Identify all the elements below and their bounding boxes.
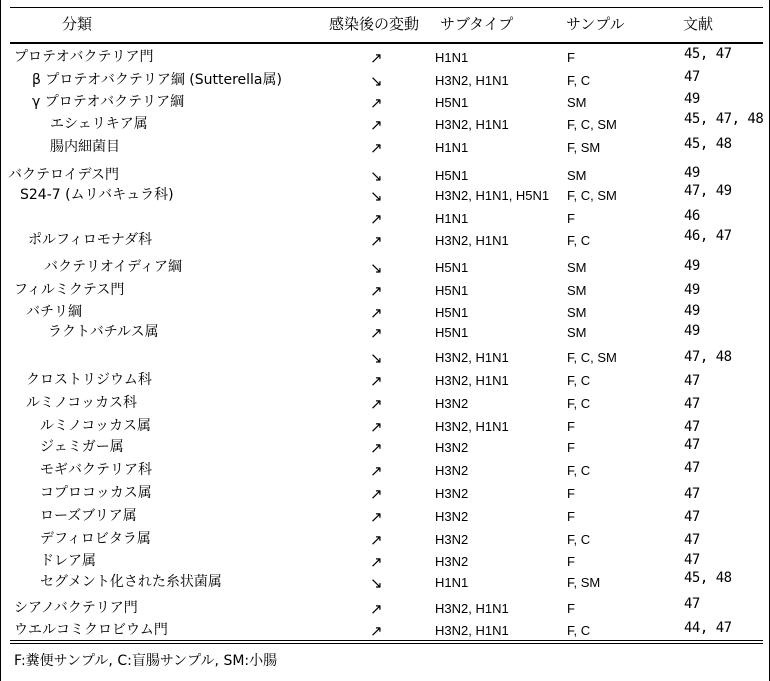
reference-cell: 47 (684, 532, 700, 548)
subtype-cell: H3N2, H1N1 (435, 233, 509, 248)
sample-cell: SM (567, 305, 587, 320)
change-arrow-icon: ↘ (370, 187, 383, 205)
change-arrow-icon: ↗ (370, 462, 383, 480)
subtype-cell: H3N2 (435, 396, 469, 411)
subtype-cell: H5N1 (435, 283, 469, 298)
sample-cell: F (567, 509, 575, 524)
taxon-name: クロストリジウム科 (26, 372, 152, 388)
taxon-name: ルミノコッカス科 (26, 395, 138, 411)
sample-cell: SM (567, 325, 587, 340)
taxon-name: ウエルコミクロビウム門 (14, 622, 168, 638)
change-arrow-icon: ↘ (370, 167, 383, 185)
reference-cell: 49 (684, 282, 700, 298)
sample-cell: F, C (567, 373, 591, 388)
sample-cell: F (567, 50, 575, 65)
taxon-name: プロテオバクテリア門 (14, 49, 154, 65)
sample-cell: F, SM (567, 575, 601, 590)
reference-cell: 49 (684, 165, 700, 181)
change-arrow-icon: ↘ (370, 574, 383, 592)
subtype-cell: H3N2 (435, 463, 469, 478)
sample-cell: F, C, SM (567, 117, 617, 132)
taxon-name: S24-7 (ムリバキュラ科) (20, 187, 174, 203)
bottom-rule-1 (10, 640, 763, 641)
reference-cell: 47 (684, 552, 700, 568)
subtype-cell: H3N2, H1N1 (435, 623, 509, 638)
taxon-name: エシェリキア属 (50, 116, 148, 132)
taxon-name: セグメント化された糸状菌属 (40, 574, 222, 590)
sample-cell: SM (567, 283, 587, 298)
change-arrow-icon: ↘ (370, 259, 383, 277)
reference-cell: 47 (684, 419, 700, 435)
reference-cell: 46, 47 (684, 228, 732, 244)
taxon-name: γ プロテオバクテリア綱 (32, 94, 185, 110)
subtype-cell: H3N2, H1N1, H5N1 (435, 188, 550, 203)
sample-cell: F (567, 486, 575, 501)
reference-cell: 44, 47 (684, 620, 732, 636)
change-arrow-icon: ↗ (370, 531, 383, 549)
sample-cell: SM (567, 95, 587, 110)
header-subtype: サブタイプ (440, 15, 514, 33)
sample-cell: F, C (567, 233, 591, 248)
taxon-name: ドレア属 (40, 553, 96, 569)
subtype-cell: H3N2 (435, 486, 469, 501)
taxon-name: β プロテオバクテリア綱 (Sutterella属) (32, 72, 282, 88)
sample-cell: F (567, 554, 575, 569)
bottom-rule-2 (10, 643, 763, 644)
reference-cell: 45, 47, 48 (684, 111, 764, 127)
subtype-cell: H5N1 (435, 260, 469, 275)
sample-cell: F, SM (567, 140, 601, 155)
reference-cell: 49 (684, 303, 700, 319)
change-arrow-icon: ↗ (370, 418, 383, 436)
change-arrow-icon: ↗ (370, 395, 383, 413)
change-arrow-icon: ↗ (370, 304, 383, 322)
header-rule (10, 42, 763, 44)
subtype-cell: H3N2, H1N1 (435, 373, 509, 388)
taxon-name: ポルフィロモナダ科 (28, 232, 153, 248)
change-arrow-icon: ↗ (370, 94, 383, 112)
reference-cell: 49 (684, 258, 700, 274)
reference-cell: 47 (684, 509, 700, 525)
change-arrow-icon: ↗ (370, 324, 383, 342)
header-reference: 文献 (683, 15, 714, 33)
taxon-name: モギバクテリア科 (40, 462, 152, 478)
subtype-cell: H1N1 (435, 211, 469, 226)
sample-cell: F, C, SM (567, 188, 617, 203)
subtype-cell: H3N2 (435, 532, 469, 547)
subtype-cell: H5N1 (435, 325, 469, 340)
reference-cell: 46 (684, 208, 700, 224)
change-arrow-icon: ↗ (370, 232, 383, 250)
taxon-name: バチリ綱 (26, 304, 82, 320)
reference-cell: 47, 49 (684, 183, 732, 199)
reference-cell: 47 (684, 396, 700, 412)
subtype-cell: H3N2, H1N1 (435, 350, 509, 365)
sample-cell: F, C (567, 73, 591, 88)
taxon-name: コプロコッカス属 (40, 485, 152, 501)
subtype-cell: H3N2 (435, 509, 469, 524)
sample-cell: SM (567, 168, 587, 183)
change-arrow-icon: ↗ (370, 439, 383, 457)
subtype-cell: H3N2, H1N1 (435, 117, 509, 132)
subtype-cell: H5N1 (435, 168, 469, 183)
change-arrow-icon: ↗ (370, 600, 383, 618)
header-sample: サンプル (566, 15, 625, 33)
sample-cell: F, C (567, 623, 591, 638)
reference-cell: 45, 48 (684, 570, 732, 586)
change-arrow-icon: ↗ (370, 49, 383, 67)
sample-cell: F (567, 440, 575, 455)
change-arrow-icon: ↗ (370, 622, 383, 640)
taxon-name: バクテロイデス門 (8, 167, 120, 183)
change-arrow-icon: ↗ (370, 485, 383, 503)
reference-cell: 49 (684, 91, 700, 107)
top-rule (10, 7, 763, 8)
reference-cell: 45, 48 (684, 136, 732, 152)
subtype-cell: H1N1 (435, 140, 469, 155)
taxon-name: 腸内細菌目 (50, 139, 120, 155)
sample-cell: F (567, 601, 575, 616)
header-taxonomy: 分類 (62, 15, 93, 33)
reference-cell: 47 (684, 437, 700, 453)
reference-cell: 49 (684, 323, 700, 339)
reference-cell: 47 (684, 69, 700, 85)
subtype-cell: H1N1 (435, 50, 469, 65)
sample-cell: F, C (567, 396, 591, 411)
reference-cell: 45, 47 (684, 46, 732, 62)
subtype-cell: H5N1 (435, 95, 469, 110)
taxon-name: ラクトバチルス属 (48, 324, 159, 340)
change-arrow-icon: ↘ (370, 349, 383, 367)
reference-cell: 47 (684, 460, 700, 476)
sample-cell: SM (567, 260, 587, 275)
change-arrow-icon: ↗ (370, 210, 383, 228)
sample-cell: F, C (567, 463, 591, 478)
subtype-cell: H3N2 (435, 554, 469, 569)
change-arrow-icon: ↗ (370, 139, 383, 157)
taxon-name: フィルミクテス門 (14, 282, 125, 298)
subtype-cell: H5N1 (435, 305, 469, 320)
reference-cell: 47 (684, 373, 700, 389)
subtype-cell: H3N2 (435, 440, 469, 455)
taxon-name: ルミノコッカス属 (40, 418, 152, 434)
sample-cell: F, C, SM (567, 350, 617, 365)
taxon-name: シアノバクテリア門 (14, 600, 138, 616)
change-arrow-icon: ↘ (370, 72, 383, 90)
left-border (0, 0, 1, 681)
taxon-name: ジェミガー属 (40, 439, 124, 455)
sample-cell: F (567, 419, 575, 434)
sample-cell: F (567, 211, 575, 226)
taxon-name: デフィロビタラ属 (40, 531, 151, 547)
change-arrow-icon: ↗ (370, 372, 383, 390)
sample-cell: F, C (567, 532, 591, 547)
change-arrow-icon: ↗ (370, 116, 383, 134)
footnote: F:糞便サンプル, C:盲腸サンプル, SM:小腸 (14, 653, 278, 669)
taxon-name: バクテリオイディア綱 (44, 259, 183, 275)
reference-cell: 47 (684, 486, 700, 502)
reference-cell: 47, 48 (684, 349, 732, 365)
subtype-cell: H3N2, H1N1 (435, 73, 509, 88)
subtype-cell: H1N1 (435, 575, 469, 590)
header-change: 感染後の変動 (329, 15, 420, 33)
change-arrow-icon: ↗ (370, 553, 383, 571)
change-arrow-icon: ↗ (370, 508, 383, 526)
subtype-cell: H3N2, H1N1 (435, 601, 509, 616)
change-arrow-icon: ↗ (370, 282, 383, 300)
subtype-cell: H3N2, H1N1 (435, 419, 509, 434)
taxon-name: ローズブリア属 (40, 508, 137, 524)
reference-cell: 47 (684, 596, 700, 612)
